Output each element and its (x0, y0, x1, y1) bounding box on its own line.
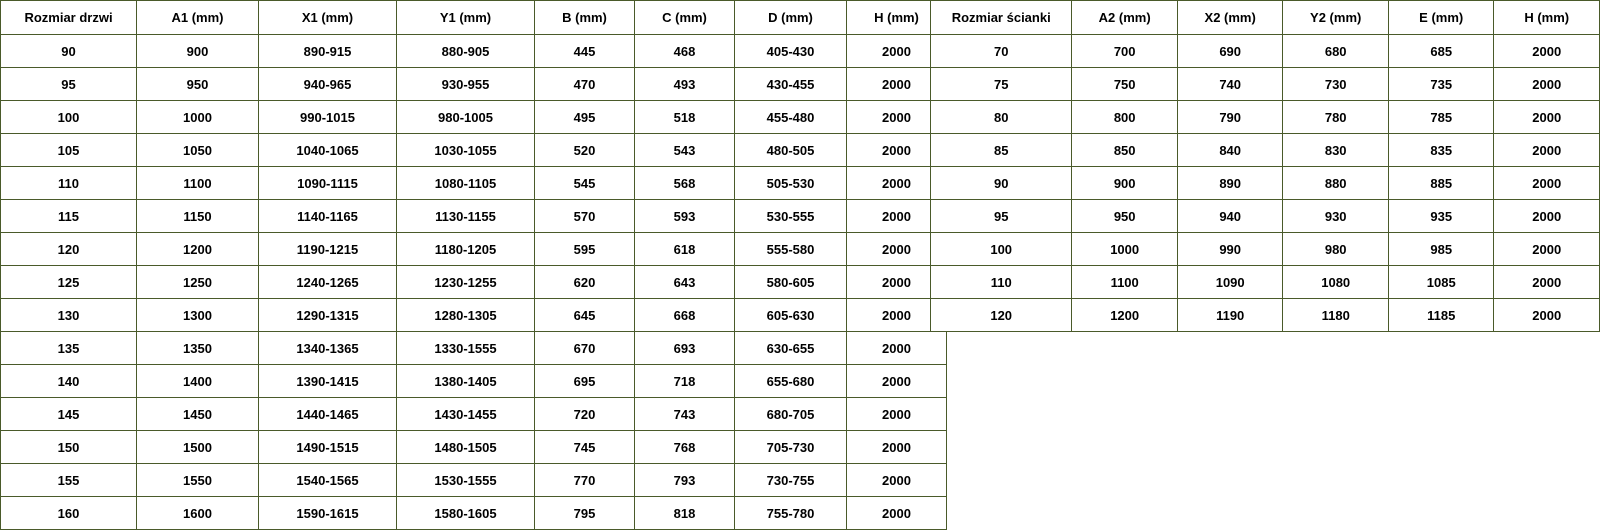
table-row (931, 167, 1600, 200)
doors-cell: 520 (535, 134, 635, 167)
walls-cell: 1080 (1283, 266, 1389, 299)
doors-cell: 495 (535, 101, 635, 134)
doors-cell: 1530-1555 (397, 464, 535, 497)
doors-cell: 2000 (847, 68, 947, 101)
doors-column-header: C (mm) (635, 1, 735, 35)
doors-column-header: A1 (mm) (137, 1, 259, 35)
table-row (1, 167, 947, 200)
doors-cell: 793 (635, 464, 735, 497)
doors-cell: 2000 (847, 464, 947, 497)
walls-cell: 1100 (1072, 266, 1178, 299)
walls-cell: 1200 (1072, 299, 1178, 332)
doors-cell: 1130-1155 (397, 200, 535, 233)
doors-cell: 568 (635, 167, 735, 200)
table-row (931, 233, 1600, 266)
table-row (931, 101, 1600, 134)
doors-cell: 880-905 (397, 35, 535, 68)
walls-cell: 1085 (1388, 266, 1494, 299)
walls-cell: 90 (931, 167, 1072, 200)
table-row (1, 68, 947, 101)
doors-cell: 1140-1165 (259, 200, 397, 233)
doors-cell: 2000 (847, 35, 947, 68)
walls-cell: 2000 (1494, 299, 1600, 332)
doors-column-header: B (mm) (535, 1, 635, 35)
walls-cell: 750 (1072, 68, 1178, 101)
doors-cell: 795 (535, 497, 635, 530)
doors-cell: 1180-1205 (397, 233, 535, 266)
doors-cell: 670 (535, 332, 635, 365)
table-row (1, 464, 947, 497)
table-row (931, 299, 1600, 332)
walls-cell: 830 (1283, 134, 1389, 167)
doors-cell: 115 (1, 200, 137, 233)
doors-cell: 1300 (137, 299, 259, 332)
doors-cell: 900 (137, 35, 259, 68)
table-row (1, 365, 947, 398)
table-row (1, 497, 947, 530)
doors-column-header: H (mm) (847, 1, 947, 35)
doors-cell: 695 (535, 365, 635, 398)
doors-cell: 470 (535, 68, 635, 101)
walls-table-body (931, 35, 1600, 332)
doors-cell: 1450 (137, 398, 259, 431)
table-header-row (1, 1, 947, 35)
walls-cell: 980 (1283, 233, 1389, 266)
walls-cell: 680 (1283, 35, 1389, 68)
walls-cell: 110 (931, 266, 1072, 299)
doors-cell: 505-530 (735, 167, 847, 200)
doors-cell: 618 (635, 233, 735, 266)
walls-cell: 690 (1177, 35, 1283, 68)
doors-cell: 593 (635, 200, 735, 233)
walls-cell: 80 (931, 101, 1072, 134)
doors-cell: 745 (535, 431, 635, 464)
doors-cell: 130 (1, 299, 137, 332)
doors-cell: 990-1015 (259, 101, 397, 134)
table-row (1, 200, 947, 233)
doors-cell: 1240-1265 (259, 266, 397, 299)
doors-cell: 100 (1, 101, 137, 134)
doors-cell: 2000 (847, 266, 947, 299)
doors-cell: 680-705 (735, 398, 847, 431)
doors-cell: 160 (1, 497, 137, 530)
doors-cell: 605-630 (735, 299, 847, 332)
doors-cell: 1580-1605 (397, 497, 535, 530)
doors-cell: 140 (1, 365, 137, 398)
walls-column-header: X2 (mm) (1177, 1, 1283, 35)
doors-cell: 1030-1055 (397, 134, 535, 167)
doors-cell: 95 (1, 68, 137, 101)
doors-column-header: X1 (mm) (259, 1, 397, 35)
doors-cell: 110 (1, 167, 137, 200)
walls-cell: 740 (1177, 68, 1283, 101)
table-row (931, 35, 1600, 68)
doors-cell: 570 (535, 200, 635, 233)
doors-cell: 90 (1, 35, 137, 68)
walls-cell: 2000 (1494, 134, 1600, 167)
doors-cell: 1340-1365 (259, 332, 397, 365)
doors-cell: 1430-1455 (397, 398, 535, 431)
table-header-row (931, 1, 1600, 35)
doors-cell: 1500 (137, 431, 259, 464)
walls-cell: 985 (1388, 233, 1494, 266)
doors-cell: 705-730 (735, 431, 847, 464)
doors-cell: 743 (635, 398, 735, 431)
doors-cell: 693 (635, 332, 735, 365)
doors-cell: 125 (1, 266, 137, 299)
table-row (1, 299, 947, 332)
walls-cell: 1190 (1177, 299, 1283, 332)
walls-cell: 735 (1388, 68, 1494, 101)
walls-cell: 785 (1388, 101, 1494, 134)
walls-column-header: A2 (mm) (1072, 1, 1178, 35)
doors-cell: 1480-1505 (397, 431, 535, 464)
doors-cell: 430-455 (735, 68, 847, 101)
table-row (1, 266, 947, 299)
walls-cell: 100 (931, 233, 1072, 266)
walls-cell: 1180 (1283, 299, 1389, 332)
doors-cell: 445 (535, 35, 635, 68)
doors-cell: 2000 (847, 101, 947, 134)
doors-cell: 2000 (847, 200, 947, 233)
doors-cell: 530-555 (735, 200, 847, 233)
walls-cell: 790 (1177, 101, 1283, 134)
doors-cell: 2000 (847, 365, 947, 398)
table-row (1, 233, 947, 266)
doors-cell: 668 (635, 299, 735, 332)
doors-cell: 620 (535, 266, 635, 299)
doors-cell: 545 (535, 167, 635, 200)
doors-column-header: D (mm) (735, 1, 847, 35)
doors-cell: 155 (1, 464, 137, 497)
walls-column-header: Y2 (mm) (1283, 1, 1389, 35)
walls-cell: 885 (1388, 167, 1494, 200)
doors-cell: 2000 (847, 233, 947, 266)
walls-cell: 2000 (1494, 233, 1600, 266)
table-row (931, 68, 1600, 101)
doors-cell: 1490-1515 (259, 431, 397, 464)
doors-cell: 1250 (137, 266, 259, 299)
doors-cell: 1080-1105 (397, 167, 535, 200)
table-row (1, 35, 947, 68)
doors-cell: 135 (1, 332, 137, 365)
doors-cell: 720 (535, 398, 635, 431)
doors-cell: 1390-1415 (259, 365, 397, 398)
walls-cell: 75 (931, 68, 1072, 101)
doors-cell: 595 (535, 233, 635, 266)
doors-cell: 890-915 (259, 35, 397, 68)
doors-cell: 2000 (847, 167, 947, 200)
walls-column-header: H (mm) (1494, 1, 1600, 35)
doors-cell: 2000 (847, 134, 947, 167)
doors-cell: 1050 (137, 134, 259, 167)
doors-cell: 1350 (137, 332, 259, 365)
walls-table-container (930, 0, 1600, 332)
walls-cell: 95 (931, 200, 1072, 233)
table-row (931, 266, 1600, 299)
doors-cell: 2000 (847, 497, 947, 530)
walls-cell: 2000 (1494, 68, 1600, 101)
doors-cell: 940-965 (259, 68, 397, 101)
doors-cell: 655-680 (735, 365, 847, 398)
doors-cell: 768 (635, 431, 735, 464)
walls-cell: 700 (1072, 35, 1178, 68)
doors-cell: 1330-1555 (397, 332, 535, 365)
doors-cell: 2000 (847, 398, 947, 431)
doors-cell: 1150 (137, 200, 259, 233)
walls-cell: 835 (1388, 134, 1494, 167)
doors-cell: 2000 (847, 431, 947, 464)
doors-cell: 718 (635, 365, 735, 398)
doors-cell: 120 (1, 233, 137, 266)
doors-cell: 2000 (847, 299, 947, 332)
doors-cell: 543 (635, 134, 735, 167)
walls-cell: 2000 (1494, 35, 1600, 68)
doors-table-body (1, 35, 947, 530)
doors-cell: 1290-1315 (259, 299, 397, 332)
doors-cell: 630-655 (735, 332, 847, 365)
doors-cell: 1590-1615 (259, 497, 397, 530)
doors-cell: 1040-1065 (259, 134, 397, 167)
table-row (1, 101, 947, 134)
doors-cell: 1190-1215 (259, 233, 397, 266)
doors-column-header: Y1 (mm) (397, 1, 535, 35)
walls-specification-table (930, 0, 1600, 332)
walls-cell: 70 (931, 35, 1072, 68)
walls-cell: 85 (931, 134, 1072, 167)
doors-cell: 755-780 (735, 497, 847, 530)
walls-cell: 2000 (1494, 266, 1600, 299)
walls-cell: 950 (1072, 200, 1178, 233)
doors-cell: 145 (1, 398, 137, 431)
doors-cell: 1100 (137, 167, 259, 200)
doors-cell: 1090-1115 (259, 167, 397, 200)
walls-cell: 880 (1283, 167, 1389, 200)
walls-column-header: E (mm) (1388, 1, 1494, 35)
doors-cell: 818 (635, 497, 735, 530)
doors-cell: 1440-1465 (259, 398, 397, 431)
doors-cell: 105 (1, 134, 137, 167)
doors-cell: 150 (1, 431, 137, 464)
doors-cell: 730-755 (735, 464, 847, 497)
walls-cell: 685 (1388, 35, 1494, 68)
walls-cell: 2000 (1494, 101, 1600, 134)
doors-cell: 1200 (137, 233, 259, 266)
doors-cell: 1000 (137, 101, 259, 134)
doors-cell: 468 (635, 35, 735, 68)
doors-cell: 1550 (137, 464, 259, 497)
walls-cell: 900 (1072, 167, 1178, 200)
walls-cell: 2000 (1494, 167, 1600, 200)
doors-cell: 493 (635, 68, 735, 101)
doors-table-header (1, 1, 947, 35)
walls-cell: 2000 (1494, 200, 1600, 233)
table-row (1, 431, 947, 464)
walls-column-header: Rozmiar ścianki (931, 1, 1072, 35)
walls-cell: 840 (1177, 134, 1283, 167)
walls-cell: 935 (1388, 200, 1494, 233)
walls-cell: 990 (1177, 233, 1283, 266)
walls-table-header (931, 1, 1600, 35)
doors-cell: 555-580 (735, 233, 847, 266)
walls-cell: 890 (1177, 167, 1283, 200)
table-row (931, 134, 1600, 167)
walls-cell: 850 (1072, 134, 1178, 167)
walls-cell: 120 (931, 299, 1072, 332)
walls-cell: 930 (1283, 200, 1389, 233)
doors-cell: 1600 (137, 497, 259, 530)
doors-cell: 405-430 (735, 35, 847, 68)
doors-cell: 1380-1405 (397, 365, 535, 398)
doors-cell: 930-955 (397, 68, 535, 101)
doors-cell: 480-505 (735, 134, 847, 167)
doors-cell: 1230-1255 (397, 266, 535, 299)
walls-cell: 1185 (1388, 299, 1494, 332)
walls-cell: 800 (1072, 101, 1178, 134)
walls-cell: 940 (1177, 200, 1283, 233)
doors-cell: 455-480 (735, 101, 847, 134)
doors-cell: 770 (535, 464, 635, 497)
walls-cell: 1000 (1072, 233, 1178, 266)
walls-cell: 1090 (1177, 266, 1283, 299)
doors-column-header: Rozmiar drzwi (1, 1, 137, 35)
table-row (1, 134, 947, 167)
doors-cell: 580-605 (735, 266, 847, 299)
doors-cell: 950 (137, 68, 259, 101)
walls-cell: 780 (1283, 101, 1389, 134)
table-row (1, 332, 947, 365)
table-row (931, 200, 1600, 233)
doors-cell: 643 (635, 266, 735, 299)
doors-cell: 2000 (847, 332, 947, 365)
doors-cell: 1280-1305 (397, 299, 535, 332)
doors-cell: 518 (635, 101, 735, 134)
doors-cell: 1540-1565 (259, 464, 397, 497)
table-row (1, 398, 947, 431)
doors-cell: 980-1005 (397, 101, 535, 134)
doors-cell: 645 (535, 299, 635, 332)
doors-cell: 1400 (137, 365, 259, 398)
walls-cell: 730 (1283, 68, 1389, 101)
